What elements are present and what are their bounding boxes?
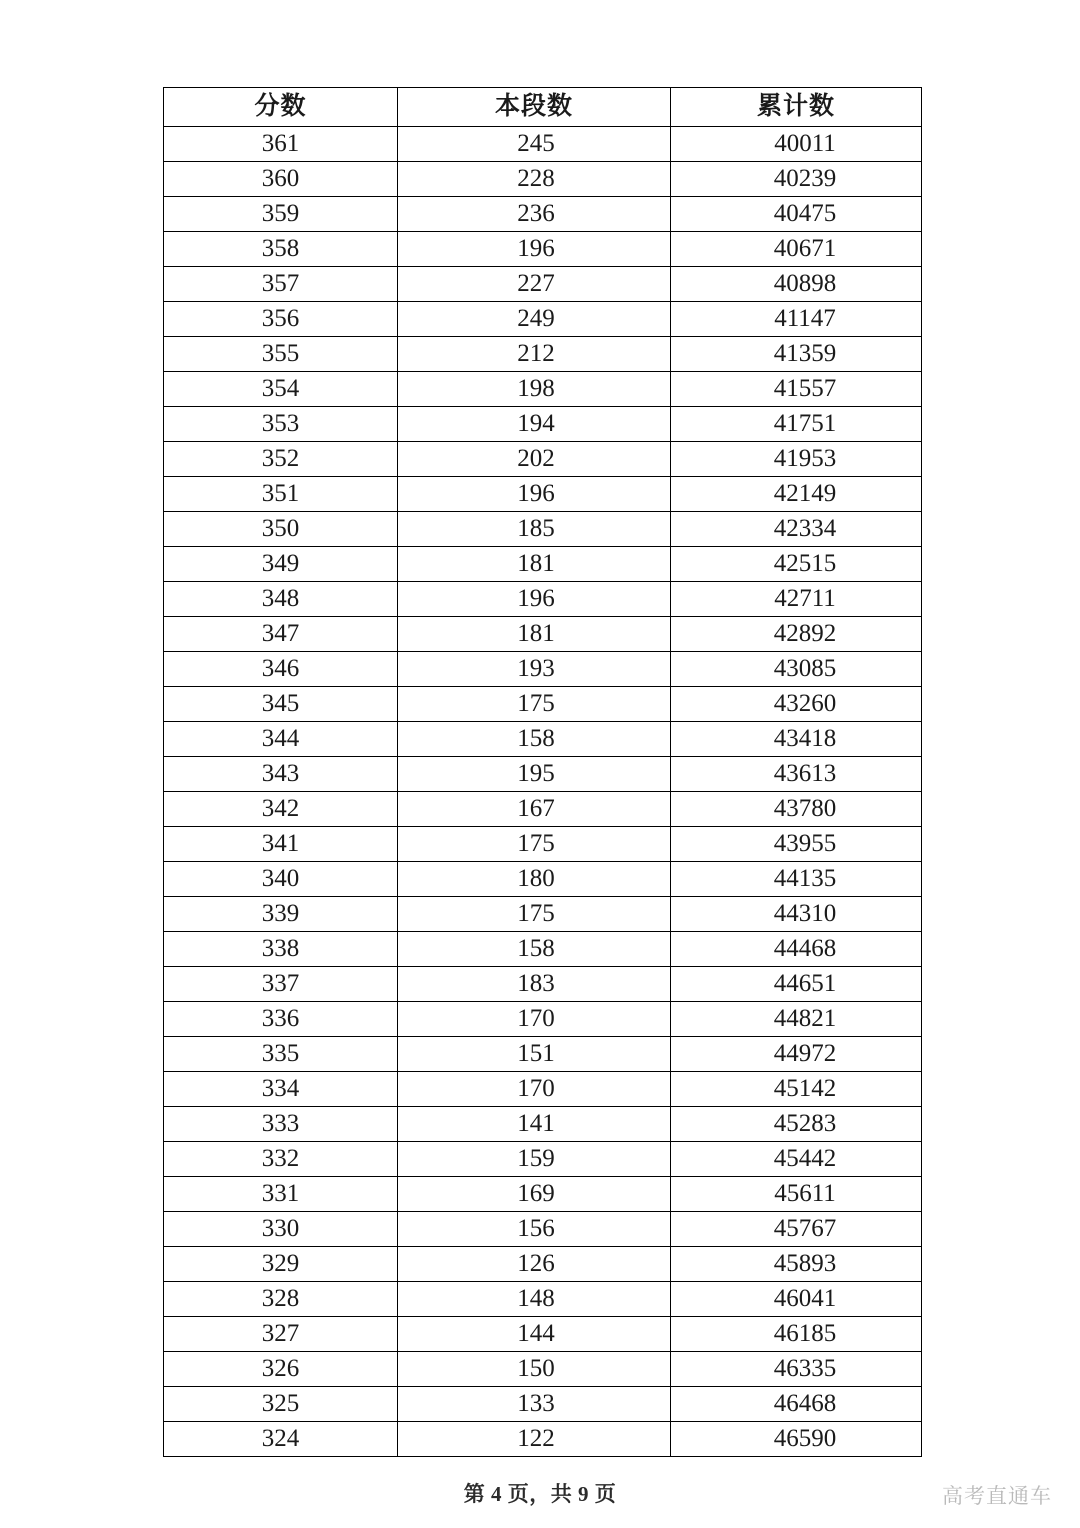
table-row [164, 617, 922, 652]
cell-segment-count: 195 [398, 757, 671, 792]
cell-segment-count: 158 [398, 932, 671, 967]
table-row [164, 1072, 922, 1107]
cell-score: 359 [164, 197, 398, 232]
cell-segment-count: 228 [398, 162, 671, 197]
cell-cumulative-count: 42334 [671, 512, 922, 547]
cell-segment-count: 133 [398, 1387, 671, 1422]
table-row [164, 967, 922, 1002]
cell-segment-count: 148 [398, 1282, 671, 1317]
cell-score: 332 [164, 1142, 398, 1177]
cell-score: 354 [164, 372, 398, 407]
table-row [164, 302, 922, 337]
cell-cumulative-count: 42149 [671, 477, 922, 512]
table-row [164, 442, 922, 477]
cell-score: 361 [164, 127, 398, 162]
table-row [164, 1422, 922, 1457]
cell-segment-count: 196 [398, 582, 671, 617]
column-header-cumulative-count: 累计数 [671, 88, 922, 127]
table-row [164, 897, 922, 932]
score-distribution-table [163, 87, 922, 1457]
cell-score: 349 [164, 547, 398, 582]
cell-cumulative-count: 40239 [671, 162, 922, 197]
cell-score: 353 [164, 407, 398, 442]
cell-segment-count: 170 [398, 1002, 671, 1037]
cell-segment-count: 156 [398, 1212, 671, 1247]
cell-score: 336 [164, 1002, 398, 1037]
cell-segment-count: 185 [398, 512, 671, 547]
cell-score: 327 [164, 1317, 398, 1352]
cell-segment-count: 193 [398, 652, 671, 687]
table-row [164, 1317, 922, 1352]
cell-segment-count: 181 [398, 547, 671, 582]
cell-score: 335 [164, 1037, 398, 1072]
cell-score: 347 [164, 617, 398, 652]
cell-score: 358 [164, 232, 398, 267]
cell-score: 330 [164, 1212, 398, 1247]
cell-cumulative-count: 41359 [671, 337, 922, 372]
cell-segment-count: 183 [398, 967, 671, 1002]
cell-cumulative-count: 42711 [671, 582, 922, 617]
cell-cumulative-count: 44651 [671, 967, 922, 1002]
cell-cumulative-count: 46468 [671, 1387, 922, 1422]
cell-cumulative-count: 43260 [671, 687, 922, 722]
table-row [164, 1387, 922, 1422]
table-row [164, 547, 922, 582]
table-row [164, 687, 922, 722]
cell-cumulative-count: 40671 [671, 232, 922, 267]
cell-cumulative-count: 43780 [671, 792, 922, 827]
cell-segment-count: 249 [398, 302, 671, 337]
table-row [164, 1247, 922, 1282]
cell-segment-count: 150 [398, 1352, 671, 1387]
table-row [164, 197, 922, 232]
cell-cumulative-count: 41557 [671, 372, 922, 407]
cell-score: 325 [164, 1387, 398, 1422]
cell-score: 360 [164, 162, 398, 197]
cell-score: 357 [164, 267, 398, 302]
table-header [164, 88, 922, 127]
cell-score: 346 [164, 652, 398, 687]
cell-cumulative-count: 45767 [671, 1212, 922, 1247]
table-row [164, 337, 922, 372]
cell-segment-count: 202 [398, 442, 671, 477]
cell-score: 338 [164, 932, 398, 967]
cell-cumulative-count: 44310 [671, 897, 922, 932]
table-row [164, 127, 922, 162]
cell-score: 351 [164, 477, 398, 512]
table-row [164, 757, 922, 792]
cell-score: 334 [164, 1072, 398, 1107]
cell-score: 352 [164, 442, 398, 477]
cell-cumulative-count: 43418 [671, 722, 922, 757]
cell-cumulative-count: 45142 [671, 1072, 922, 1107]
cell-score: 339 [164, 897, 398, 932]
cell-segment-count: 141 [398, 1107, 671, 1142]
cell-score: 324 [164, 1422, 398, 1457]
cell-cumulative-count: 43955 [671, 827, 922, 862]
table-row [164, 1352, 922, 1387]
score-distribution-table-container [163, 87, 921, 1457]
cell-score: 344 [164, 722, 398, 757]
table-row [164, 162, 922, 197]
cell-segment-count: 169 [398, 1177, 671, 1212]
cell-cumulative-count: 40475 [671, 197, 922, 232]
cell-score: 345 [164, 687, 398, 722]
cell-cumulative-count: 42515 [671, 547, 922, 582]
table-header-row [164, 88, 922, 127]
cell-cumulative-count: 40011 [671, 127, 922, 162]
cell-segment-count: 196 [398, 477, 671, 512]
table-row [164, 1177, 922, 1212]
cell-cumulative-count: 43085 [671, 652, 922, 687]
cell-score: 342 [164, 792, 398, 827]
cell-segment-count: 144 [398, 1317, 671, 1352]
column-header-segment-count: 本段数 [398, 88, 671, 127]
cell-segment-count: 159 [398, 1142, 671, 1177]
cell-cumulative-count: 46590 [671, 1422, 922, 1457]
cell-segment-count: 175 [398, 897, 671, 932]
cell-segment-count: 227 [398, 267, 671, 302]
table-row [164, 477, 922, 512]
cell-cumulative-count: 46041 [671, 1282, 922, 1317]
table-row [164, 862, 922, 897]
cell-score: 337 [164, 967, 398, 1002]
cell-segment-count: 167 [398, 792, 671, 827]
table-row [164, 512, 922, 547]
cell-score: 340 [164, 862, 398, 897]
cell-score: 350 [164, 512, 398, 547]
cell-score: 328 [164, 1282, 398, 1317]
table-row [164, 1142, 922, 1177]
cell-score: 331 [164, 1177, 398, 1212]
cell-cumulative-count: 45611 [671, 1177, 922, 1212]
watermark-label: 高考直通车 [942, 1485, 1052, 1508]
table-row [164, 932, 922, 967]
cell-segment-count: 198 [398, 372, 671, 407]
table-body [164, 127, 922, 1457]
cell-segment-count: 180 [398, 862, 671, 897]
cell-segment-count: 175 [398, 687, 671, 722]
column-header-score: 分数 [164, 88, 398, 127]
cell-score: 348 [164, 582, 398, 617]
cell-segment-count: 181 [398, 617, 671, 652]
cell-segment-count: 236 [398, 197, 671, 232]
table-row [164, 1002, 922, 1037]
cell-score: 355 [164, 337, 398, 372]
table-row [164, 1107, 922, 1142]
table-row [164, 1212, 922, 1247]
table-row [164, 232, 922, 267]
table-row [164, 1282, 922, 1317]
cell-cumulative-count: 41953 [671, 442, 922, 477]
cell-segment-count: 196 [398, 232, 671, 267]
table-row [164, 407, 922, 442]
cell-score: 341 [164, 827, 398, 862]
cell-cumulative-count: 44468 [671, 932, 922, 967]
cell-cumulative-count: 44972 [671, 1037, 922, 1072]
cell-cumulative-count: 46185 [671, 1317, 922, 1352]
table-row [164, 267, 922, 302]
table-row [164, 372, 922, 407]
cell-segment-count: 170 [398, 1072, 671, 1107]
cell-cumulative-count: 41751 [671, 407, 922, 442]
table-row [164, 1037, 922, 1072]
cell-segment-count: 212 [398, 337, 671, 372]
cell-cumulative-count: 45893 [671, 1247, 922, 1282]
table-row [164, 582, 922, 617]
cell-segment-count: 126 [398, 1247, 671, 1282]
cell-score: 343 [164, 757, 398, 792]
cell-segment-count: 158 [398, 722, 671, 757]
cell-segment-count: 245 [398, 127, 671, 162]
cell-segment-count: 151 [398, 1037, 671, 1072]
cell-cumulative-count: 40898 [671, 267, 922, 302]
cell-cumulative-count: 44821 [671, 1002, 922, 1037]
cell-segment-count: 122 [398, 1422, 671, 1457]
cell-cumulative-count: 45283 [671, 1107, 922, 1142]
cell-cumulative-count: 43613 [671, 757, 922, 792]
cell-score: 329 [164, 1247, 398, 1282]
table-row [164, 722, 922, 757]
cell-score: 333 [164, 1107, 398, 1142]
cell-segment-count: 194 [398, 407, 671, 442]
table-row [164, 652, 922, 687]
cell-segment-count: 175 [398, 827, 671, 862]
cell-cumulative-count: 46335 [671, 1352, 922, 1387]
cell-cumulative-count: 44135 [671, 862, 922, 897]
table-row [164, 792, 922, 827]
pagination-label: 第 4 页，共 9 页 [463, 1482, 617, 1506]
cell-score: 356 [164, 302, 398, 337]
cell-cumulative-count: 45442 [671, 1142, 922, 1177]
cell-score: 326 [164, 1352, 398, 1387]
table-row [164, 827, 922, 862]
cell-cumulative-count: 41147 [671, 302, 922, 337]
cell-cumulative-count: 42892 [671, 617, 922, 652]
page-footer [0, 1478, 1080, 1514]
